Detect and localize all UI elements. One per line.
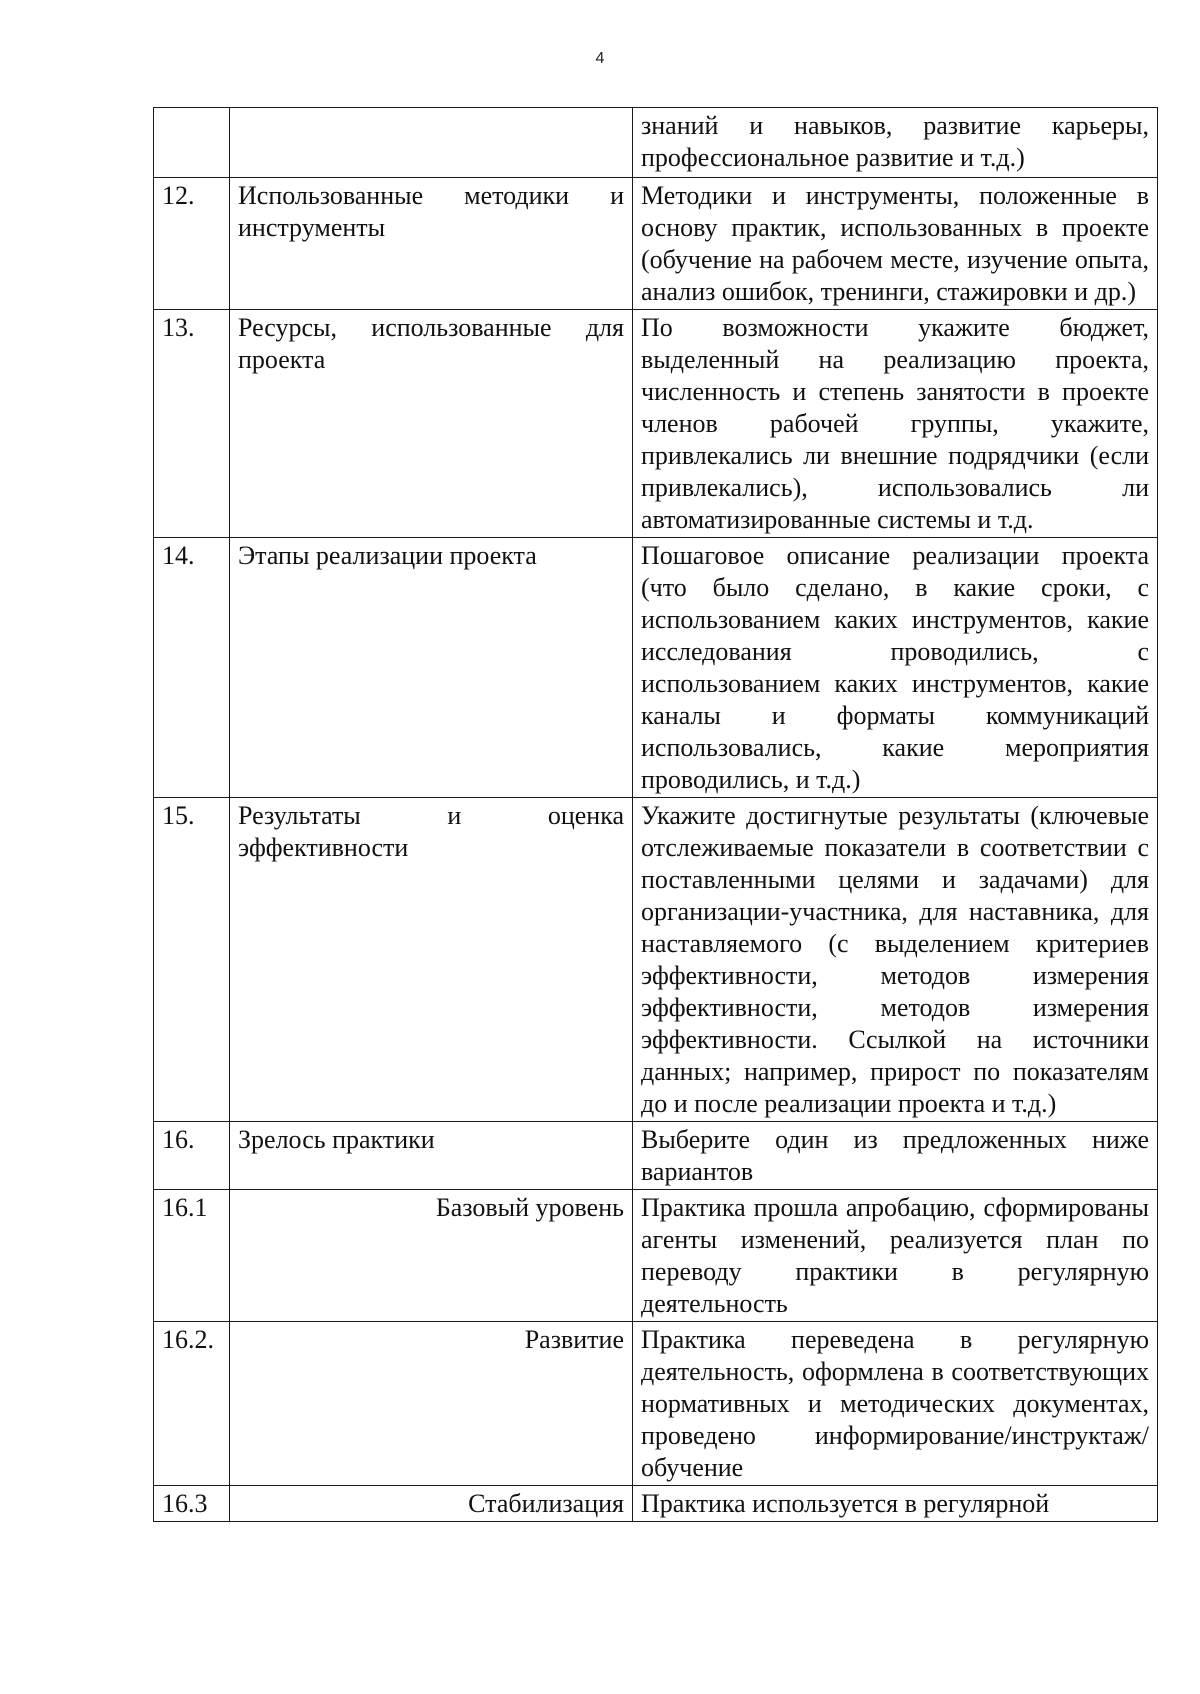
row-name: Ресурсы, использованные для проекта xyxy=(230,310,633,538)
row-description: Укажите достигнутые результаты (ключевые отслеживаемые показатели в соответствии с поставленными целями и задачами) для организации-участника, для наставника, для наставляемого (с выделением критериев эффективности, методов измерения эффективности, методов измерения эффективности. Ссылкой на источники данных; например, прирост по показателям до и после реализации проекта и т.д.) xyxy=(633,798,1158,1122)
row-number: 15. xyxy=(154,798,230,1122)
row-description: Практика используется в регулярной xyxy=(633,1486,1158,1522)
row-number: 16.3 xyxy=(154,1486,230,1522)
table-row-14 xyxy=(154,538,1158,798)
row-name: Этапы реализации проекта xyxy=(230,538,633,798)
row-description: Практика прошла апробацию, сформированы агенты изменений, реализуется план по переводу практики в регулярную деятельность xyxy=(633,1190,1158,1322)
table-row-12 xyxy=(154,178,1158,310)
row-name: Базовый уровень xyxy=(230,1190,633,1322)
row-name: Результаты и оценка эффективности xyxy=(230,798,633,1122)
row-number: 16.2. xyxy=(154,1322,230,1486)
table-row-16 xyxy=(154,1122,1158,1190)
row-name: Зрелось практики xyxy=(230,1122,633,1190)
row-number: 16. xyxy=(154,1122,230,1190)
row-description: Практика переведена в регулярную деятельность, оформлена в соответствующих нормативных и методических документах, проведено информирование/инструктаж/обучение xyxy=(633,1322,1158,1486)
table-row-16-3 xyxy=(154,1486,1158,1522)
row-description: Выберите один из предложенных ниже вариантов xyxy=(633,1122,1158,1190)
row-number: 12. xyxy=(154,178,230,310)
row-name: Стабилизация xyxy=(230,1486,633,1522)
row-description: По возможности укажите бюджет, выделенный на реализацию проекта, численность и степень занятости в проекте членов рабочей группы, укажите, привлекались ли внешние подрядчики (если привлекались), использовались ли автоматизированные системы и т.д. xyxy=(633,310,1158,538)
table-row-15 xyxy=(154,798,1158,1122)
table-row-16-1 xyxy=(154,1190,1158,1322)
row-description: Методики и инструменты, положенные в основу практик, использованных в проекте (обучение на рабочем месте, изучение опыта, анализ ошибок, тренинги, стажировки и др.) xyxy=(633,178,1158,310)
row-name xyxy=(230,108,633,178)
row-description: знаний и навыков, развитие карьеры, профессиональное развитие и т.д.) xyxy=(633,108,1158,178)
table-row-continuation xyxy=(154,108,1158,178)
row-number: 16.1 xyxy=(154,1190,230,1322)
row-number: 13. xyxy=(154,310,230,538)
criteria-table xyxy=(153,107,1158,1522)
row-number: 14. xyxy=(154,538,230,798)
row-name: Использованные методики и инструменты xyxy=(230,178,633,310)
row-number xyxy=(154,108,230,178)
page-number: 4 xyxy=(595,50,605,67)
row-description: Пошаговое описание реализации проекта (что было сделано, в какие сроки, с использованием каких инструментов, какие исследования проводились, с использованием каких инструментов, какие каналы и форматы коммуникаций использовались, какие мероприятия проводились, и т.д.) xyxy=(633,538,1158,798)
table-row-16-2 xyxy=(154,1322,1158,1486)
table-row-13 xyxy=(154,310,1158,538)
row-name: Развитие xyxy=(230,1322,633,1486)
